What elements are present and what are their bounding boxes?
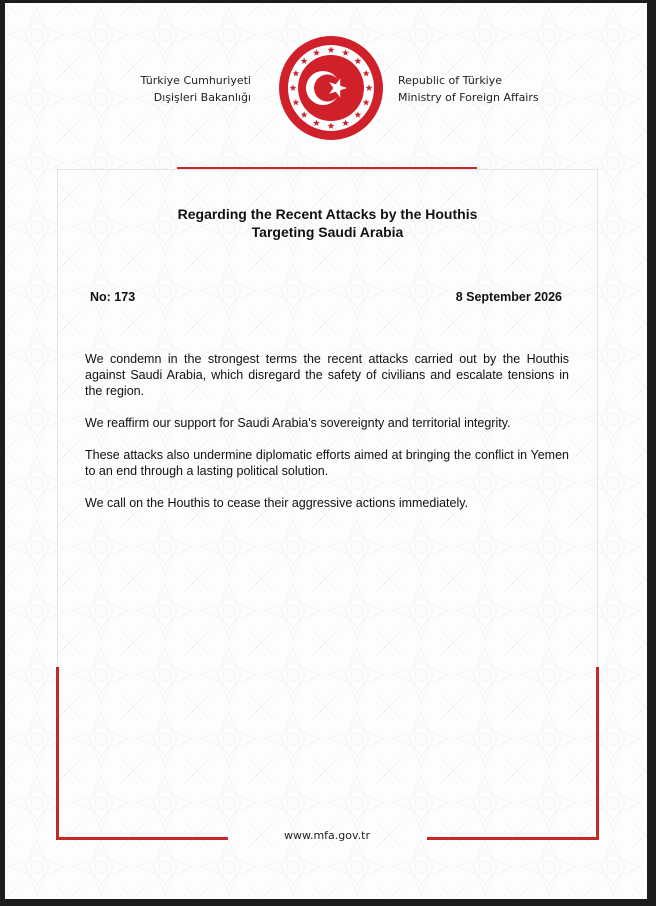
header-left-line2: Dışişleri Bakanlığı <box>153 91 251 104</box>
header-turkish <box>125 72 251 106</box>
header-left-line1: Türkiye Cumhuriyeti <box>140 74 251 87</box>
header-right-line2: Ministry of Foreign Affairs <box>398 91 539 104</box>
statement-body <box>85 351 569 527</box>
statement-paragraph: We call on the Houthis to cease their aggressive actions immediately. <box>85 496 469 510</box>
statement-paragraph: These attacks also undermine diplomatic efforts aimed at bringing the conflict in Yemen to an end through a lasting political solution. <box>85 448 569 478</box>
frame-accent-right <box>596 667 599 839</box>
statement-number: No: 173 <box>90 290 136 304</box>
frame-accent-bottom-left <box>56 837 228 840</box>
header-right-line1: Republic of Türkiye <box>398 74 503 87</box>
statement-title-line1: Regarding the Recent Attacks by the Houthis <box>177 206 478 222</box>
website-link[interactable]: www.mfa.gov.tr <box>283 829 370 842</box>
press-release-page <box>5 3 647 899</box>
turkish-ministry-seal-icon <box>277 34 385 142</box>
header-english <box>398 72 568 106</box>
frame-accent-left <box>56 667 59 839</box>
statement-paragraph: We condemn in the strongest terms the recent attacks carried out by the Houthis against Saudi Arabia, which disregard the safety of civilians and escalate tensions in the region. <box>85 352 569 398</box>
frame-accent-bottom-right <box>427 837 599 840</box>
statement-title-line2: Targeting Saudi Arabia <box>251 224 404 240</box>
statement-title <box>65 205 590 241</box>
statement-paragraph: We reaffirm our support for Saudi Arabia's sovereignty and territorial integrity. <box>85 416 511 430</box>
statement-date: 8 September 2026 <box>455 290 562 304</box>
